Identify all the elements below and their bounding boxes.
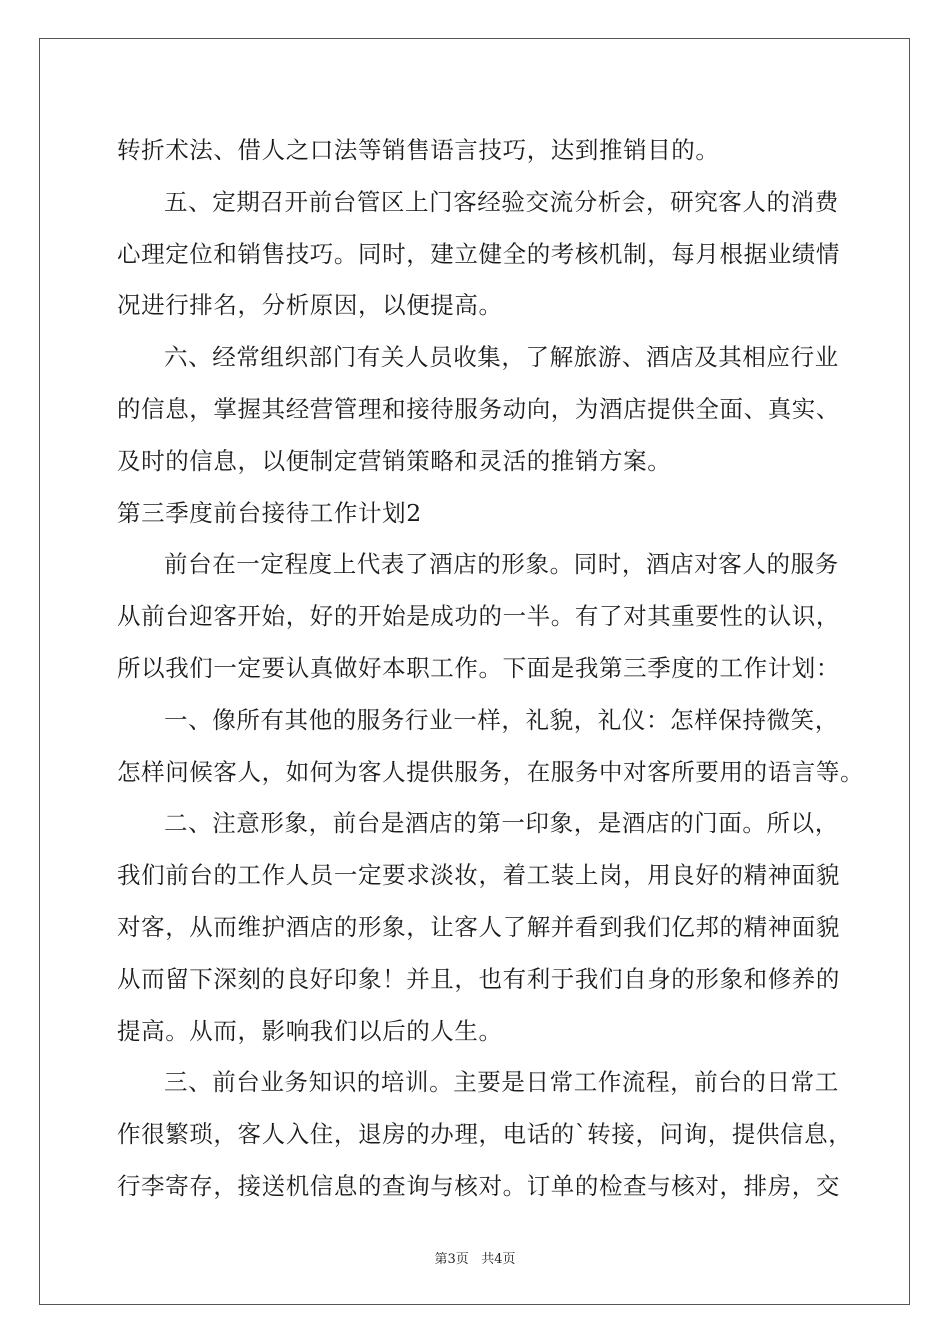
text-line: 五、定期召开前台管区上门客经验交流分析会，研究客人的消费 [164, 187, 839, 216]
page-total: 共4页 [481, 1252, 516, 1267]
text-line: 及时的信息，以便制定营销策略和灵活的推销方案。 [117, 446, 672, 475]
text-line: 一、像所有其他的服务行业一样，礼貌，礼仪：怎样保持微笑， [164, 705, 839, 734]
text-line: 三、前台业务知识的培训。主要是日常工作流程，前台的日常工 [164, 1068, 839, 1097]
text-line: 前台在一定程度上代表了酒店的形象。同时，酒店对客人的服务 [164, 550, 839, 579]
document-body [117, 125, 865, 1213]
text-line: 作很繁琐，客人入住，退房的办理，电话的`转接，问询，提供信息， [117, 1120, 853, 1149]
section-heading: 第三季度前台接待工作计划2 [117, 498, 422, 527]
text-line: 怎样问候客人，如何为客人提供服务，在服务中对客所要用的语言等。 [117, 757, 865, 786]
page-number: 第3页 [434, 1252, 469, 1267]
page-footer [0, 1248, 950, 1267]
text-line: 六、经常组织部门有关人员收集，了解旅游、酒店及其相应行业 [164, 343, 839, 372]
text-line: 我们前台的工作人员一定要求淡妆，着工装上岗，用良好的精神面貌 [117, 861, 840, 890]
text-line: 行李寄存，接送机信息的查询与核对。订单的检查与核对，排房，交 [117, 1171, 840, 1200]
text-line: 二、注意形象，前台是酒店的第一印象，是酒店的门面。所以， [164, 809, 839, 838]
text-line: 转折术法、借人之口法等销售语言技巧，达到推销目的。 [117, 136, 720, 164]
text-line: 心理定位和销售技巧。同时，建立健全的考核机制，每月根据业绩情 [117, 239, 840, 268]
text-line: 所以我们一定要认真做好本职工作。下面是我第三季度的工作计划： [117, 653, 840, 682]
text-line: 提高。从而，影响我们以后的人生。 [117, 1016, 503, 1045]
text-line: 从而留下深刻的良好印象！并且，也有利于我们自身的形象和修养的 [117, 964, 840, 993]
text-line: 的信息，掌握其经营管理和接待服务动向，为酒店提供全面、真实、 [117, 394, 840, 423]
text-line: 况进行排名，分析原因，以便提高。 [117, 291, 503, 320]
text-line: 对客，从而维护酒店的形象，让客人了解并看到我们亿邦的精神面貌 [117, 912, 840, 941]
text-line: 从前台迎客开始，好的开始是成功的一半。有了对其重要性的认识， [117, 602, 840, 631]
